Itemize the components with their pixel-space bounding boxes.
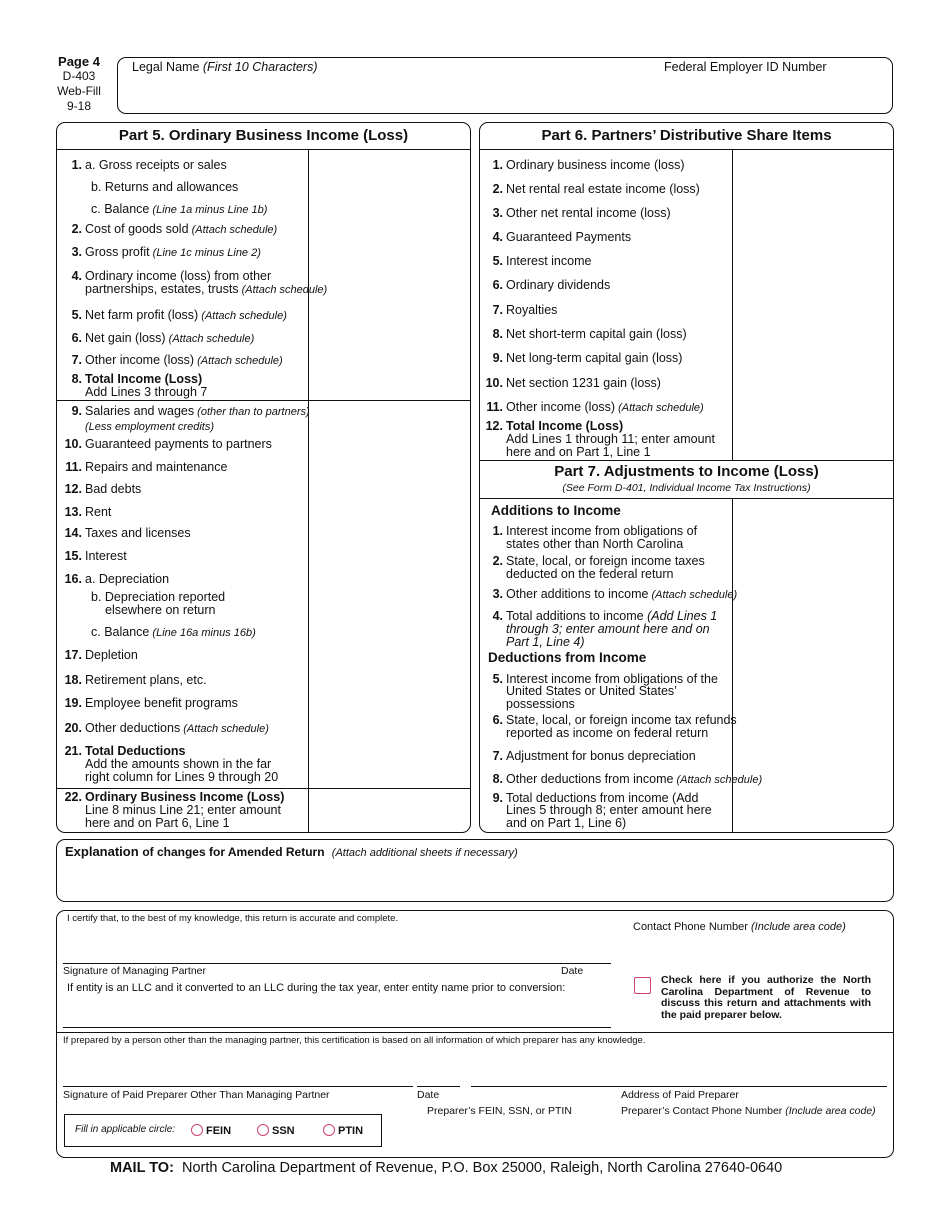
line-number: 18.: [64, 673, 82, 687]
part5-line-16: [63, 461, 227, 474]
line-number: 4.: [492, 609, 503, 623]
part7-line-4: [506, 568, 673, 581]
line-text: Total deductions from income (Add: [506, 791, 699, 805]
line-text: a. Gross receipts or sales: [85, 158, 227, 172]
line-text: Employee benefit programs: [85, 696, 238, 710]
preparer-signature-line[interactable]: [63, 1086, 413, 1087]
part7-line-15: [484, 773, 762, 787]
part5-line-3: [91, 203, 267, 217]
line-text: Other additions to income: [506, 587, 649, 601]
line-text: Add Lines 1 through 11; enter amount: [506, 432, 715, 446]
part5-line-15: [63, 438, 272, 451]
line-note: (Line 1a minus Line 1b): [149, 204, 268, 216]
line-number: 5.: [492, 254, 503, 268]
managing-date-label: Date: [561, 965, 584, 977]
line-number: 6.: [492, 713, 503, 727]
mail-to: [110, 1160, 782, 1176]
part6-line-3: [484, 207, 671, 220]
part5-line-12: [85, 386, 207, 399]
part5-line-2: [91, 181, 238, 194]
line-text: Net farm profit (loss): [85, 308, 199, 322]
preparer-contact-label: Preparer’s Contact Phone Number: [621, 1105, 783, 1117]
preparer-date-label: Date: [417, 1089, 440, 1101]
part6-line-4: [484, 231, 631, 244]
line-note: through 3; enter amount here and on: [506, 622, 710, 636]
line-text: Total additions to income: [506, 609, 644, 623]
part7-line-5: [484, 588, 737, 602]
authorize-checkbox[interactable]: [634, 977, 651, 994]
line-number: 3.: [71, 245, 82, 259]
part5-line-18: [63, 506, 111, 519]
ptin-option[interactable]: [323, 1124, 363, 1137]
line-number: 5.: [71, 308, 82, 322]
legal-name-note: (First 10 Characters): [202, 60, 318, 74]
line-text: b. Returns and allowances: [91, 180, 239, 194]
authorize-text: Check here if you authorize the North Carolina Department of Revenue to discuss this return and attachments with the paid preparer below.: [661, 974, 871, 1021]
part5-line-10: [63, 354, 283, 368]
part5-line-1: [63, 159, 227, 172]
part6-line-14: [506, 446, 651, 459]
part5-line-5: [63, 246, 261, 260]
part5-line-9: [63, 332, 254, 346]
line-number: 6.: [71, 331, 82, 345]
part5-line-7: [85, 283, 327, 297]
page-number: Page 4: [58, 54, 100, 69]
fein-radio-icon[interactable]: [191, 1124, 203, 1136]
line-text: State, local, or foreign income tax refunds: [506, 713, 737, 727]
line-text: here and on Part 6, Line 1: [85, 816, 230, 830]
line-text: Add Lines 3 through 7: [85, 385, 208, 399]
line-number: 22.: [64, 790, 82, 804]
part7-line-18: [506, 817, 626, 830]
line-text: Interest income: [506, 254, 592, 268]
line-text: Add the amounts shown in the far: [85, 757, 272, 771]
line-note: (Attach schedule): [165, 333, 255, 345]
part7-line-2: [506, 538, 683, 551]
line-text: a. Depreciation: [85, 572, 170, 586]
line-text: Ordinary Business Income (Loss): [85, 790, 285, 804]
part6-line-1: [484, 159, 685, 172]
line-text: Net section 1231 gain (loss): [506, 376, 661, 390]
part6-box: [479, 122, 894, 833]
certify-text: I certify that, to the best of my knowledge, this return is accurate and complete.: [67, 913, 399, 924]
line-note: (Attach schedule): [180, 723, 269, 735]
line-text: c. Balance: [91, 202, 150, 216]
line-text: Net long-term capital gain (loss): [506, 351, 683, 365]
ssn-option-label: SSN: [272, 1125, 295, 1137]
part5-line-20: [63, 550, 127, 563]
preparer-address-label: Address of Paid Preparer: [621, 1089, 739, 1101]
line-text: deducted on the federal return: [506, 567, 674, 581]
line-text: Cost of goods sold: [85, 222, 189, 236]
line-note: (Line 16a minus 16b): [149, 627, 256, 639]
line-note: (Attach schedule): [615, 402, 704, 414]
preparer-contact-note: (Include area code): [785, 1105, 876, 1117]
line-text: Depletion: [85, 648, 138, 662]
line-text: Lines 5 through 8; enter amount here: [506, 803, 712, 817]
line-number: 7.: [492, 749, 503, 763]
line-text: reported as income on federal return: [506, 726, 709, 740]
part5-line-31: [85, 771, 278, 784]
part6-line-9: [484, 352, 682, 365]
part6-title: Part 6. Partners’ Distributive Share Items: [541, 127, 832, 144]
managing-signature-line[interactable]: [63, 963, 611, 964]
line-text: partnerships, estates, trusts: [85, 282, 239, 296]
line-note: Part 1, Line 4): [506, 635, 585, 649]
part5-line-28: [63, 722, 269, 736]
line-text: Other income (loss): [85, 353, 195, 367]
line-text: Interest income from obligations of the: [506, 672, 718, 686]
line-number: 10.: [485, 376, 503, 390]
line-text: Net gain (loss): [85, 331, 166, 345]
part5-line-8: [63, 309, 287, 323]
legal-name-label: Legal Name: [132, 60, 200, 74]
line-text: elsewhere on return: [105, 603, 216, 617]
line-number: 6.: [492, 278, 503, 292]
part7-line-8: [506, 636, 585, 649]
line-note: (Less employment credits): [85, 421, 214, 433]
fill-circle-label: Fill in applicable circle:: [75, 1124, 176, 1135]
line-text: United States or United States’: [506, 684, 677, 698]
ptin-radio-icon[interactable]: [323, 1124, 335, 1136]
id-type-group: [64, 1114, 382, 1147]
form-variant: Web-Fill: [57, 84, 101, 98]
line-text: State, local, or foreign income taxes: [506, 554, 705, 568]
preparer-signature-label: Signature of Paid Preparer Other Than Managing Partner: [63, 1089, 330, 1101]
part5-line-21: [63, 573, 169, 586]
line-text: Line 8 minus Line 21; enter amount: [85, 803, 281, 817]
line-number: 9.: [492, 791, 503, 805]
line-note: (Attach schedule): [648, 589, 738, 601]
line-note: (Attach schedule): [238, 284, 328, 296]
preparer-address-line[interactable]: [471, 1086, 887, 1087]
line-number: 4.: [492, 230, 503, 244]
line-text: Guaranteed payments to partners: [85, 437, 272, 451]
part5-line-13: [63, 405, 310, 419]
line-number: 21.: [64, 744, 82, 758]
line-number: 11.: [65, 460, 82, 474]
line-text: Royalties: [506, 303, 558, 317]
line-text: Other net rental income (loss): [506, 206, 671, 220]
line-number: 7.: [71, 353, 82, 367]
line-text: and on Part 1, Line 6): [506, 816, 627, 830]
line-number: 9.: [492, 351, 503, 365]
line-number: 16.: [64, 572, 82, 586]
line-text: Other deductions: [85, 721, 181, 735]
line-number: 3.: [492, 587, 503, 601]
part5-box: [56, 122, 471, 833]
line-text: c. Balance: [91, 625, 150, 639]
line-text: Adjustment for bonus depreciation: [506, 749, 696, 763]
part6-line-5: [484, 255, 591, 268]
line-text: Other deductions from income: [506, 772, 674, 786]
page-label: [56, 54, 102, 114]
fein-option[interactable]: [191, 1124, 231, 1137]
line-number: 19.: [64, 696, 82, 710]
line-number: 10.: [64, 437, 82, 451]
line-text: Net rental real estate income (loss): [506, 182, 700, 196]
line-number: 15.: [64, 549, 82, 563]
preparer-id-label: Preparer’s FEIN, SSN, or PTIN: [427, 1105, 572, 1117]
signature-box: [56, 910, 894, 1158]
part6-line-8: [484, 328, 687, 341]
line-number: 13.: [64, 505, 82, 519]
explanation-box[interactable]: [56, 839, 894, 902]
line-text: Retirement plans, etc.: [85, 673, 207, 687]
part6-line-2: [484, 183, 700, 196]
explanation-note: (Attach additional sheets if necessary): [331, 847, 518, 859]
llc-text: If entity is an LLC and it converted to an LLC during the tax year, enter entity name prior to conversion:: [67, 982, 566, 994]
part5-line-25: [63, 649, 138, 662]
line-note: (Attach schedule): [673, 774, 763, 786]
line-number: 1.: [492, 158, 503, 172]
mail-to-label: MAIL TO:: [110, 1160, 174, 1176]
prepared-text: If prepared by a person other than the managing partner, this certification is based on all information of which preparer has any knowledge.: [63, 1035, 646, 1046]
deductions-heading: Deductions from Income: [488, 650, 647, 665]
fein-option-label: FEIN: [206, 1125, 232, 1137]
line-number: 8.: [492, 772, 503, 786]
part5-line-14: [85, 420, 214, 434]
part6-line-7: [484, 304, 557, 317]
line-number: 17.: [64, 648, 82, 662]
line-note: (Attach schedule): [198, 310, 287, 322]
part7-line-13: [506, 727, 708, 740]
part5-line-24: [91, 626, 256, 640]
form-number: D-403: [62, 69, 96, 83]
line-text: Gross profit: [85, 245, 150, 259]
contact-note: (Include area code): [751, 921, 846, 933]
part7-line-14: [484, 750, 696, 763]
line-number: 8.: [492, 327, 503, 341]
line-text: Total Income (Loss): [85, 372, 203, 386]
ssn-radio-icon[interactable]: [257, 1124, 269, 1136]
ptin-option-label: PTIN: [338, 1125, 364, 1137]
line-note: (Attach schedule): [188, 224, 278, 236]
line-text: Interest income from obligations of: [506, 524, 698, 538]
line-text: Bad debts: [85, 482, 142, 496]
part7-subtitle: (See Form D-401, Individual Income Tax Instructions): [562, 482, 811, 494]
line-number: 3.: [492, 206, 503, 220]
line-number: 1.: [492, 524, 503, 538]
line-text: Ordinary dividends: [506, 278, 611, 292]
part5-line-17: [63, 483, 141, 496]
contact-label: Contact Phone Number: [633, 921, 748, 933]
line-text: states other than North Carolina: [506, 537, 684, 551]
legal-name-box[interactable]: [117, 57, 893, 114]
part6-line-6: [484, 279, 610, 292]
line-number: 20.: [64, 721, 82, 735]
part5-line-4: [63, 223, 277, 237]
line-text: Taxes and licenses: [85, 526, 191, 540]
line-text: here and on Part 1, Line 1: [506, 445, 651, 459]
line-number: 9.: [71, 404, 82, 418]
explanation-title: Explanation: [65, 844, 139, 859]
line-number: 1.: [71, 158, 82, 172]
fein-label: Federal Employer ID Number: [664, 60, 827, 74]
line-number: 12.: [485, 419, 503, 433]
part5-title: Part 5. Ordinary Business Income (Loss): [118, 127, 409, 144]
line-text: Other income (loss): [506, 400, 616, 414]
line-number: 2.: [71, 222, 82, 236]
line-text: Interest: [85, 549, 127, 563]
part7-line-11: [506, 698, 575, 711]
ssn-option[interactable]: [257, 1124, 295, 1137]
line-number: 12.: [64, 482, 82, 496]
managing-signature-label: Signature of Managing Partner: [63, 965, 207, 977]
part5-line-23: [105, 604, 215, 617]
line-note: (Add Lines 1: [643, 609, 718, 623]
line-text: Rent: [85, 505, 112, 519]
line-number: 2.: [492, 554, 503, 568]
line-number: 2.: [492, 182, 503, 196]
line-text: Repairs and maintenance: [85, 460, 228, 474]
line-number: 8.: [71, 372, 82, 386]
line-text: Ordinary business income (loss): [506, 158, 685, 172]
line-text: Salaries and wages: [85, 404, 195, 418]
form-revision: 9-18: [66, 99, 92, 113]
line-text: Total Deductions: [85, 744, 186, 758]
line-number: 7.: [492, 303, 503, 317]
line-note: (Attach schedule): [194, 355, 283, 367]
line-number: 5.: [492, 672, 503, 686]
part7-title: Part 7. Adjustments to Income (Loss): [554, 463, 819, 480]
part5-line-19: [63, 527, 191, 540]
line-text: possessions: [506, 697, 575, 711]
llc-name-line[interactable]: [63, 1027, 611, 1028]
additions-heading: Additions to Income: [491, 503, 621, 518]
explanation-title-rest: of changes for Amended Return: [142, 845, 325, 859]
line-number: 14.: [64, 526, 82, 540]
line-text: right column for Lines 9 through 20: [85, 770, 279, 784]
mail-address: North Carolina Department of Revenue, P.O. Box 25000, Raleigh, North Carolina 27640-0640: [181, 1160, 783, 1176]
line-text: Guaranteed Payments: [506, 230, 632, 244]
line-number: 11.: [486, 400, 503, 414]
line-note: (other than to partners): [194, 406, 310, 418]
line-text: b. Depreciation reported: [91, 590, 226, 604]
part6-line-10: [484, 377, 661, 390]
line-text: Net short-term capital gain (loss): [506, 327, 687, 341]
line-text: Total Income (Loss): [506, 419, 624, 433]
line-number: 4.: [71, 269, 82, 283]
part5-line-26: [63, 674, 207, 687]
part6-line-11: [484, 401, 704, 415]
part5-line-27: [63, 697, 238, 710]
part5-line-34: [85, 817, 230, 830]
line-text: Ordinary income (loss) from other: [85, 269, 272, 283]
line-note: (Line 1c minus Line 2): [149, 247, 261, 259]
